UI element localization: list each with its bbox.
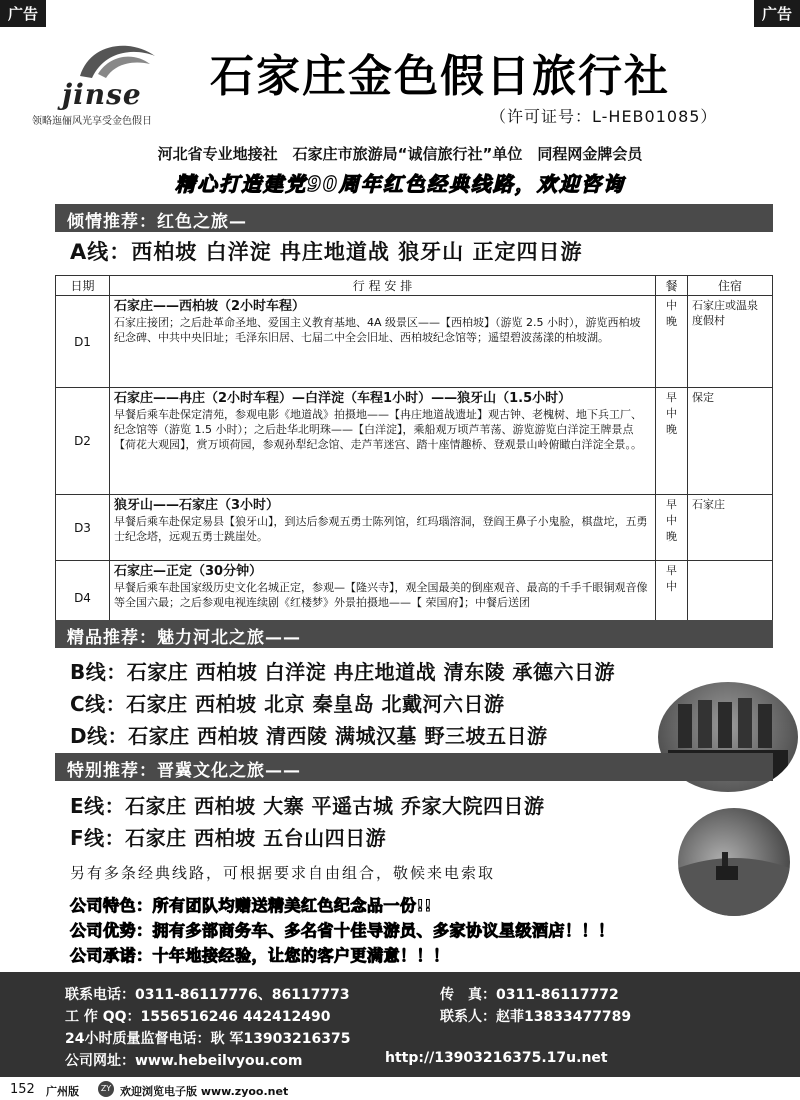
itinerary-row	[56, 388, 773, 495]
day-cell: D4	[56, 561, 110, 635]
meal-item: 中	[666, 580, 677, 593]
header-meal: 餐	[656, 276, 688, 296]
section-hebei-tour: 精品推荐：魅力河北之旅——	[55, 620, 773, 648]
section-culture-tour: 特别推荐：晋冀文化之旅——	[55, 753, 773, 781]
header-stay: 住宿	[688, 276, 773, 296]
meal-cell	[656, 388, 688, 495]
contact-website[interactable]: 公司网址：www.hebeilvyou.com	[65, 1053, 303, 1069]
meal-cell	[656, 495, 688, 561]
edition-label: 广州版	[46, 1085, 79, 1098]
contact-qq[interactable]: 工 作 QQ：1556516246 442412490	[65, 1009, 331, 1025]
itinerary-header-row	[56, 276, 773, 296]
meal-item: 晚	[666, 530, 677, 543]
day-cell: D1	[56, 296, 110, 388]
license-number: （许可证号：L-HEB01085）	[490, 107, 718, 126]
meal-item: 早	[666, 498, 677, 511]
itinerary-table	[55, 275, 773, 635]
plan-desc: 早餐后乘车赴保定易县【狼牙山】，到达后参观五勇士陈列馆，红玛瑙溶洞，登阎王鼻子小鬼脸，棋盘坨，五勇士纪念塔，远观五勇士跳崖处。	[114, 515, 648, 543]
plan-cell	[110, 296, 656, 388]
header	[0, 30, 800, 140]
meal-item: 晚	[666, 423, 677, 436]
section-red-tour: 倾情推荐：红色之旅—	[55, 204, 773, 232]
company-name: 石家庄金色假日旅行社	[210, 51, 670, 102]
plan-desc: 石家庄接团；之后赴革命圣地、爱国主义教育基地、4A 级景区——【西柏坡】（游览 2.5 小时），游览西柏坡纪念碑、中共中央旧址；毛泽东旧居、七届二中全会旧址、西柏坡纪念馆等；遥望碧波荡漾的柏坡湖。	[114, 316, 641, 344]
meal-item: 早	[666, 564, 677, 577]
contact-website-2[interactable]: http://13903216375.17u.net	[385, 1050, 608, 1066]
plan-title: 狼牙山——石家庄（3小时）	[114, 498, 280, 513]
publisher-logo-icon: ZY	[98, 1081, 114, 1097]
meal-item: 晚	[666, 315, 677, 328]
header-day: 日期	[56, 276, 110, 296]
browse-link[interactable]: 欢迎浏览电子版 www.zyoo.net	[120, 1085, 289, 1098]
ad-tag-left: 广告	[0, 0, 46, 27]
company-feature: 公司特色：所有团队均赠送精美红色纪念品一份!!	[70, 896, 433, 915]
plan-desc: 早餐后乘车赴国家级历史文化名城正定，参观—【隆兴寺】，观全国最美的倒座观音、最高的千手千眼铜观音像等全国六最；之后参观电视连续剧《红楼梦》外景拍摄地——【 荣国府】；中餐后送团	[114, 581, 648, 609]
meal-item: 中	[666, 514, 677, 527]
ad-tag-right: 广告	[754, 0, 800, 27]
other-routes-note: 另有多条经典线路，可根据要求自由组合，敬候来电索取	[70, 864, 496, 882]
route-a: A线：西柏坡 白洋淀 冉庄地道战 狼牙山 正定四日游	[70, 240, 583, 264]
route-e: E线：石家庄 西柏坡 大寨 平遥古城 乔家大院四日游	[70, 794, 545, 818]
meal-item: 早	[666, 391, 677, 404]
meal-item: 中	[666, 299, 677, 312]
route-c: C线：石家庄 西柏坡 北京 秦皇岛 北戴河六日游	[70, 692, 505, 716]
plan-cell	[110, 495, 656, 561]
route-d: D线：石家庄 西柏坡 清西陵 满城汉墓 野三坡五日游	[70, 724, 548, 748]
itinerary-row	[56, 296, 773, 388]
company-promise: 公司承诺：十年地接经验，让您的客户更满意！！！	[70, 946, 450, 965]
contact-panel	[0, 972, 800, 1077]
day-cell: D2	[56, 388, 110, 495]
meal-cell	[656, 296, 688, 388]
itinerary-row	[56, 495, 773, 561]
slogan: 领略迤俪风光享受金色假日	[32, 116, 152, 127]
plan-title: 石家庄——西柏坡（2小时车程）	[114, 299, 306, 314]
stay-cell: 石家庄或温泉度假村	[688, 296, 773, 388]
credentials: 河北省专业地接社 石家庄市旅游局“诚信旅行社”单位 同程网金牌会员	[157, 145, 643, 163]
footer	[0, 1080, 800, 1100]
company-logo	[40, 38, 180, 111]
header-plan: 行 程 安 排	[110, 276, 656, 296]
plan-title: 石家庄——冉庄（2小时车程）—白洋淀（车程1小时）——狼牙山（1.5小时）	[114, 391, 572, 406]
meal-item: 中	[666, 407, 677, 420]
contact-supervision[interactable]: 24小时质量监督电话：耿 军13903216375	[65, 1031, 351, 1047]
plan-cell	[110, 388, 656, 495]
contact-person[interactable]: 联系人：赵菲13833477789	[440, 1009, 632, 1025]
route-f: F线：石家庄 西柏坡 五台山四日游	[70, 826, 387, 850]
day-cell: D3	[56, 495, 110, 561]
page-number: 152	[10, 1082, 35, 1097]
contact-phone[interactable]: 联系电话：0311-86117776、86117773	[65, 987, 350, 1003]
route-b: B线：石家庄 西柏坡 白洋淀 冉庄地道战 清东陵 承德六日游	[70, 660, 616, 684]
plan-title: 石家庄—正定（30分钟）	[114, 564, 263, 579]
plan-desc: 早餐后乘车赴保定清苑，参观电影《地道战》拍摄地——【冉庄地道战遗址】观古钟、老槐树、地下兵工厂、 纪念馆等（游览 1.5 小时）；之后赴华北明珠——【白洋淀】，乘船观万顷芦苇荡、游览游览白洋淀王牌景点【荷花大观园】，赏万顷荷园，参观孙犁纪念馆、走芦苇迷宫、踏十座情趣桥、登观景山岭俯瞰白洋淀全景。。	[114, 408, 642, 451]
boat-photo	[678, 808, 790, 916]
contact-fax[interactable]: 传 真：0311-86117772	[440, 987, 619, 1003]
stay-cell: 保定	[688, 388, 773, 495]
company-advantage: 公司优势：拥有多部商务车、多名省十佳导游员、多家协议星级酒店！！！	[70, 921, 615, 940]
logo-text: jinse	[62, 78, 142, 111]
stay-cell: 石家庄	[688, 495, 773, 561]
promo-banner: 精心打造建党90周年红色经典线路，欢迎咨询	[175, 172, 625, 196]
